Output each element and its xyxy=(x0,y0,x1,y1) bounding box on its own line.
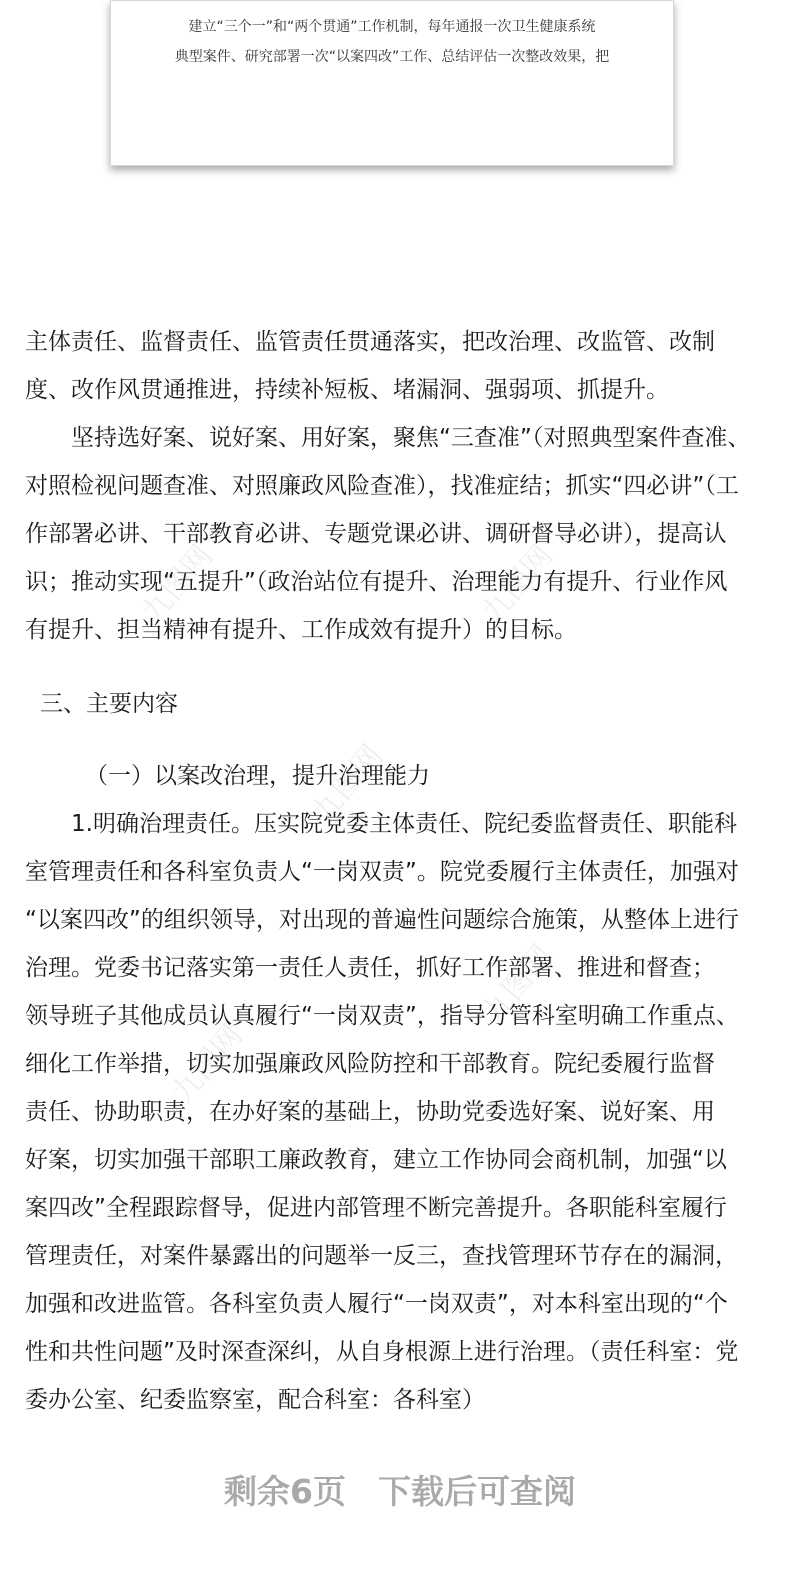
subsection-heading: （一）以案改治理，提升治理能力 xyxy=(85,763,430,789)
paragraph-continuation xyxy=(25,318,777,414)
text-line: 案四改”全程跟踪督导，促进内部管理不断完善提升。各职能科室履行 xyxy=(25,1195,727,1221)
text-line: 坚持选好案、说好案、用好案，聚焦“三查准”（对照典型案件查准、 xyxy=(25,425,751,451)
text-line: 性和共性问题”及时深查深纠，从自身根源上进行治理。（责任科室：党 xyxy=(25,1339,739,1365)
page-preview-card xyxy=(110,0,674,166)
watermark-text: 九图网 xyxy=(475,938,561,1030)
text-line: 1.明确治理责任。压实院党委主体责任、院纪委监督责任、职能科 xyxy=(25,811,737,837)
download-hint-label: 下载后可查阅 xyxy=(377,1472,576,1511)
text-line: 责任、协助职责，在办好案的基础上，协助党委选好案、说好案、用 xyxy=(25,1099,715,1125)
text-line: 作部署必讲、干部教育必讲、专题党课必讲、调研督导必讲），提高认 xyxy=(25,521,727,547)
text-line: 管理责任，对案件暴露出的问题举一反三，查找管理环节存在的漏洞， xyxy=(25,1243,738,1269)
paragraph-goals xyxy=(25,414,777,654)
text-line: 治理。党委书记落实第一责任人责任，抓好工作部署、推进和督查； xyxy=(25,955,715,981)
watermark-text: 九图网 xyxy=(135,538,221,630)
preview-line: 典型案件、研究部署一次“以案四改”工作、总结评估一次整改效果，把 xyxy=(174,49,610,65)
text-line: 领导班子其他成员认真履行“一岗双责”，指导分管科室明确工作重点、 xyxy=(25,1003,739,1029)
text-line: 室管理责任和各科室负责人“一岗双责”。院党委履行主体责任，加强对 xyxy=(25,859,739,885)
download-to-read-more[interactable] xyxy=(0,1466,800,1513)
watermark-text: 九图网 xyxy=(305,738,391,830)
text-line: 细化工作举措，切实加强廉政风险防控和干部教育。院纪委履行监督 xyxy=(25,1051,715,1077)
section-heading: 三、主要内容 xyxy=(40,691,178,717)
text-line: 主体责任、监督责任、监管责任贯通落实，把改治理、改监管、改制 xyxy=(25,329,715,355)
text-line: 度、改作风贯通推进，持续补短板、堵漏洞、强弱项、抓提升。 xyxy=(25,377,669,403)
text-line: 委办公室、纪委监察室，配合科室：各科室） xyxy=(25,1387,485,1413)
text-line: 加强和改进监管。各科室负责人履行“一岗双责”，对本科室出现的“个 xyxy=(25,1291,728,1317)
text-line: 识；推动实现“五提升”（政治站位有提升、治理能力有提升、行业作风 xyxy=(25,569,728,595)
remaining-pages-label: 剩余6页 xyxy=(224,1472,346,1511)
text-line: 对照检视问题查准、对照廉政风险查准），找准症结；抓实“四必讲”（工 xyxy=(25,473,739,499)
watermark-text: 九图网 xyxy=(475,538,561,630)
paragraph-responsibility xyxy=(25,800,777,1424)
preview-line: 建立“三个一”和“两个贯通”工作机制，每年通报一次卫生健康系统 xyxy=(188,19,596,35)
text-line: 好案，切实加强干部职工廉政教育，建立工作协同会商机制，加强“以 xyxy=(25,1147,727,1173)
text-line: 有提升、担当精神有提升、工作成效有提升）的目标。 xyxy=(25,617,577,643)
watermark-text: 九图网 xyxy=(165,1018,251,1110)
text-line: “以案四改”的组织领导，对出现的普遍性问题综合施策，从整体上进行 xyxy=(25,907,739,933)
